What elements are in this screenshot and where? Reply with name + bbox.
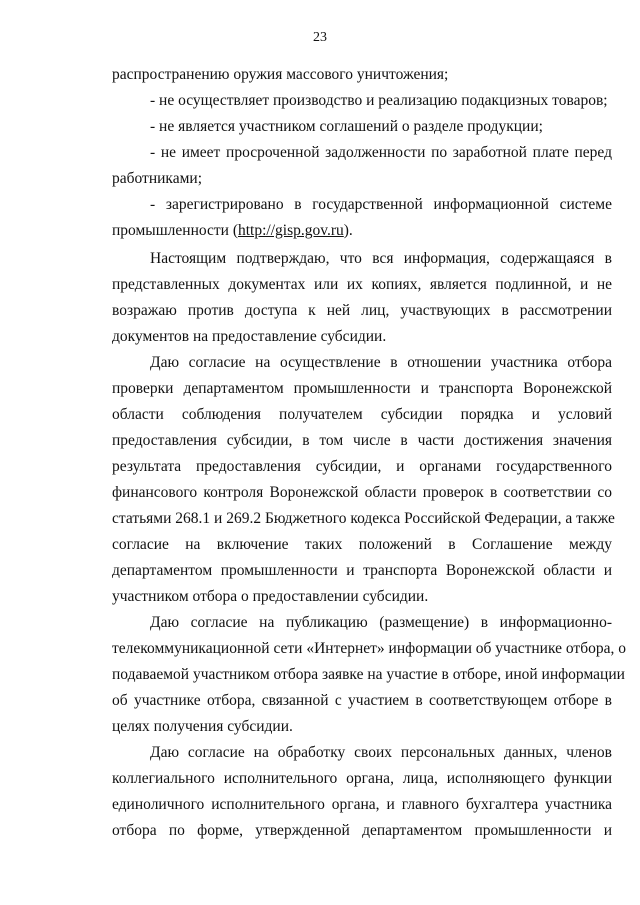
paragraph-line: финансового контроля Воронежской области проверок в соответствии со [112, 484, 612, 501]
text-fragment: ). [343, 222, 353, 239]
text-line: распространению оружия массового уничтожения; [112, 66, 449, 83]
gisp-link[interactable]: http://gisp.gov.ru [237, 222, 344, 239]
paragraph-line: участником отбора о предоставлении субсидии. [112, 588, 429, 605]
text-fragment: промышленности ( [112, 222, 238, 239]
paragraph-line: Даю согласие на публикацию (размещение) в информационно- [150, 614, 612, 631]
paragraph-line: Даю согласие на обработку своих персональных данных, членов [150, 744, 612, 761]
paragraph-line: подаваемой участником отбора заявке на участие в отборе, иной информации [112, 666, 625, 683]
paragraph-line: отбора по форме, утвержденной департаментом промышленности и [112, 822, 612, 839]
paragraph-line: коллегиального исполнительного органа, лица, исполняющего функции [112, 770, 612, 787]
paragraph-line: об участнике отбора, связанной с участием в соответствующем отборе в [112, 692, 612, 709]
page-number: 23 [313, 30, 327, 45]
list-item: - не является участником соглашений о разделе продукции; [150, 118, 543, 135]
paragraph-line: статьями 268.1 и 269.2 Бюджетного кодекса Российской Федерации, а также [112, 510, 615, 527]
paragraph-line: департаментом промышленности и транспорта Воронежской области и [112, 562, 612, 579]
list-item: - не осуществляет производство и реализацию подакцизных товаров; [150, 92, 608, 109]
paragraph-line: Даю согласие на осуществление в отношении участника отбора [150, 354, 612, 371]
paragraph-line: согласие на включение таких положений в Соглашение между [112, 536, 612, 553]
paragraph-line: единоличного исполнительного органа, и главного бухгалтера участника [112, 796, 612, 813]
paragraph-line: результата предоставления субсидии, и органами государственного [112, 458, 612, 475]
text-line [112, 222, 612, 240]
paragraph-line: Настоящим подтверждаю, что вся информация, содержащаяся в [150, 250, 612, 267]
paragraph-line: документов на предоставление субсидии. [112, 328, 387, 345]
list-item: - не имеет просроченной задолженности по заработной плате перед [150, 144, 612, 161]
paragraph-line: проверки департаментом промышленности и транспорта Воронежской [112, 380, 612, 397]
paragraph-line: представленных документах или их копиях, является подлинной, и не [112, 276, 612, 293]
paragraph-line: целях получения субсидии. [112, 718, 293, 735]
paragraph-line: области соблюдения получателем субсидии порядка и условий [112, 406, 612, 423]
list-item: - зарегистрировано в государственной информационной системе [150, 196, 612, 213]
paragraph-line: возражаю против доступа к ней лиц, участвующих в рассмотрении [112, 302, 612, 319]
paragraph-line: предоставления субсидии, в том числе в части достижения значения [112, 432, 612, 449]
text-line: работниками; [112, 170, 203, 187]
paragraph-line: телекоммуникационной сети «Интернет» информации об участнике отбора, о [112, 640, 626, 657]
